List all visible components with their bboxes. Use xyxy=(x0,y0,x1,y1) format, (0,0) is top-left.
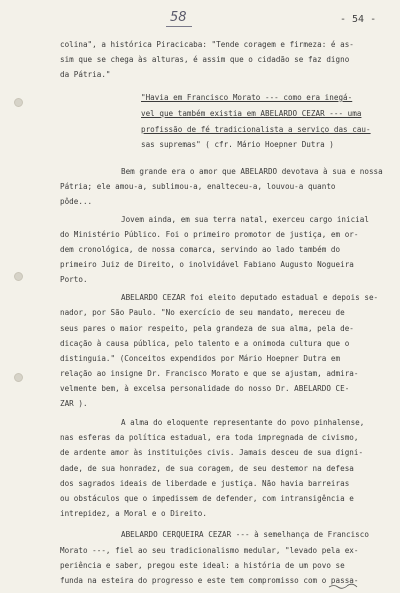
text-line: sim que se chega às alturas, é assim que o cidadão se faz digno xyxy=(60,55,350,64)
text-line: dem cronológica, de nossa comarca, servindo ao lado também do xyxy=(60,245,341,254)
text-line: colina", a histórica Piracicaba: "Tende coragem e firmeza: é as- xyxy=(60,40,354,49)
epigraph-line: sas supremas" ( cfr. Mário Hoepner Dutra ) xyxy=(141,140,334,149)
text-line: funda na esteira do progresso e este tem compromisso com o passa- xyxy=(60,576,359,585)
text-line: pôde... xyxy=(60,197,93,206)
text-line: Pátria; ele amou-a, sublimou-a, enalteceu-a, louvou-a quanto xyxy=(60,182,336,191)
text-line: nas esferas da política estadual, era toda impregnada de civismo, xyxy=(60,433,359,442)
text-line: dade, de sua honradez, de sua coragem, de seu destemor na defesa xyxy=(60,464,354,473)
handwritten-folio-number: 58 xyxy=(170,10,187,25)
text-line: do Ministério Público. Foi o primeiro promotor de justiça, em or- xyxy=(60,230,359,239)
text-line: ABELARDO CERQUEIRA CEZAR --- à semelhança de Francisco xyxy=(121,530,369,539)
text-line: intrepidez, a Moral e o Direito. xyxy=(60,509,207,518)
text-line: primeiro Juiz de Direito, o inolvidável Fabiano Augusto Nogueira xyxy=(60,260,354,269)
text-line: da Pátria." xyxy=(60,70,111,79)
text-line: nador, por São Paulo. "No exercício de seu mandato, mereceu de xyxy=(60,308,345,317)
text-line: Bem grande era o amor que ABELARDO devotava à sua e nossa xyxy=(121,167,383,176)
text-line: ZAR ). xyxy=(60,399,88,408)
folio-underline xyxy=(166,26,192,27)
text-line: velmente bem, à excelsa personalidade do nosso Dr. ABELARDO CE- xyxy=(60,384,350,393)
text-line: Jovem ainda, em sua terra natal, exerceu cargo inicial xyxy=(121,215,369,224)
epigraph-line: "Havia em Francisco Morato --- como era inegá- xyxy=(141,93,353,102)
epigraph-line: profissão de fé tradicionalista a serviço das cau- xyxy=(141,125,371,134)
text-line: relação ao insigne Dr. Francisco Morato e que se ajustam, admira- xyxy=(60,369,359,378)
text-line: Morato ---, fiel ao seu tradicionalismo medular, "levado pela ex- xyxy=(60,546,359,555)
text-line: Porto. xyxy=(60,275,88,284)
text-line: periência e saber, pregou este ideal: a história de um povo se xyxy=(60,561,345,570)
binder-hole xyxy=(14,98,23,107)
text-line: dos sagrados ideais de liberdade e justiça. Não havia barreiras xyxy=(60,479,350,488)
text-line: A alma do eloquente representante do povo pinhalense, xyxy=(121,418,365,427)
strikethrough-mark xyxy=(328,583,358,589)
text-line: seus pares o maior respeito, pela grandeza de sua alma, pela de- xyxy=(60,324,354,333)
text-line: ABELARDO CEZAR foi eleito deputado estadual e depois se- xyxy=(121,293,379,302)
epigraph-line: vel que também existia em ABELARDO CEZAR --- uma xyxy=(141,109,362,118)
text-line: ou obstáculos que o impedissem de defender, com intransigência e xyxy=(60,494,354,503)
binder-hole xyxy=(14,272,23,281)
page-number: - 54 - xyxy=(340,14,377,25)
text-line: dicação à causa pública, pelo talento e a onimoda cultura que o xyxy=(60,339,350,348)
text-line: distinguia." (Conceitos expendidos por Mário Hoepner Dutra em xyxy=(60,354,341,363)
binder-hole xyxy=(14,373,23,382)
text-line: de ardente amor às instituições civis. Jamais desceu de sua digni- xyxy=(60,448,364,457)
